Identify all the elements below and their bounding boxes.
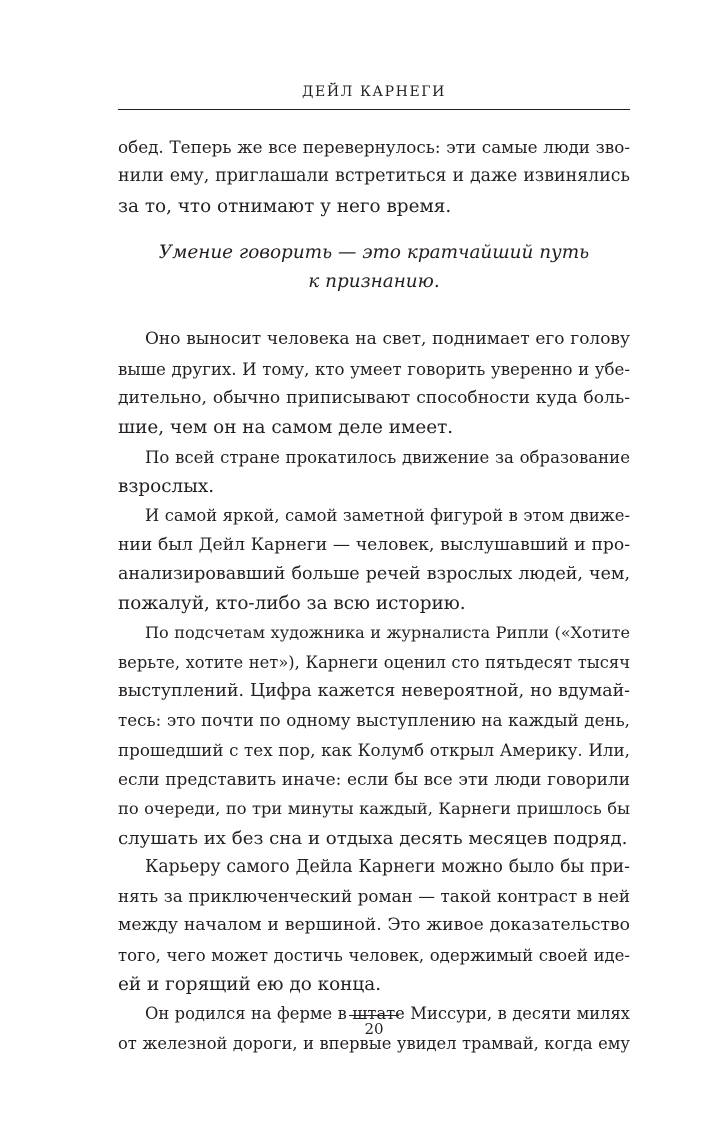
text-line: ей и горящий ею до конца.: [118, 974, 382, 996]
text-line: за то, что отнимают у него время.: [118, 195, 452, 217]
running-head: ДЕЙЛ КАРНЕГИ: [302, 84, 446, 100]
text-line: нять за приключенческий роман — такой контраст в ней: [118, 886, 630, 907]
paragraph-intro: [118, 133, 630, 221]
text-line: по очереди, по три минуты каждый, Карнеги пришлось бы: [118, 799, 630, 819]
paragraph: [118, 853, 630, 999]
text-line: взрослых.: [118, 475, 215, 497]
header-divider: [118, 109, 630, 110]
page-number: 20: [364, 1020, 384, 1038]
epigraph-line: Умение говорить — это кратчайший путь: [158, 241, 590, 263]
footer-divider: [349, 1015, 399, 1016]
text-line: тесь: это почти по одному выступлению на каждый день,: [118, 710, 630, 731]
text-line: шие, чем он на самом деле имеет.: [118, 417, 454, 439]
text-line: Карьеру самого Дейла Карнеги можно было бы при-: [145, 856, 630, 877]
text-line: дительно, обычно приписывают способности куда боль-: [118, 388, 630, 409]
text-line: выступлений. Цифра кажется невероятной, но вдумай-: [118, 681, 630, 702]
text-line: нили ему, приглашали встретиться и даже извинялись: [118, 166, 630, 187]
text-line: Он родился на ферме в штате Миссури, в десяти милях: [145, 1004, 630, 1024]
text-line: И самой яркой, самой заметной фигурой в этом движе-: [145, 506, 630, 526]
paragraph: [118, 325, 630, 442]
paragraph: [118, 443, 630, 502]
text-line: обед. Теперь же все перевернулось: эти самые люди зво-: [118, 137, 630, 157]
text-line: пожалуй, кто-либо за всю историю.: [118, 593, 466, 615]
text-line: По всей стране прокатилось движение за образование: [145, 447, 630, 467]
text-line: анализировавший больше речей взрослых людей, чем,: [118, 563, 630, 584]
text-line: между началом и вершиной. Это живое доказательство: [118, 915, 630, 936]
epigraph: [118, 238, 630, 297]
body-text: [118, 133, 630, 1058]
text-line: нии был Дейл Карнеги — человек, выслушавший и про-: [118, 534, 630, 555]
text-line: слушать их без сна и отдыха десять месяцев подряд.: [118, 827, 628, 849]
text-line: По подсчетам художника и журналиста Рипли («Хотите: [145, 623, 630, 643]
paragraph: [118, 618, 630, 852]
paragraph: [118, 501, 630, 618]
epigraph-line: к признанию.: [308, 271, 440, 293]
text-line: если представить иначе: если бы все эти люди говорили: [118, 768, 630, 789]
text-line: выше других. И тому, кто умеет говорить уверенно и убе-: [118, 359, 630, 379]
text-line: прошедший с тех пор, как Колумб открыл Америку. Или,: [118, 739, 630, 760]
text-line: того, чего может достичь человек, одержимый своей иде-: [118, 945, 630, 965]
text-line: верьте, хотите нет»), Карнеги оценил сто пятьдесят тысяч: [118, 652, 630, 672]
text-line: Оно выносит человека на свет, поднимает его голову: [145, 329, 630, 350]
text-line: от железной дороги, и впервые увидел трамвай, когда ему: [118, 1033, 630, 1053]
